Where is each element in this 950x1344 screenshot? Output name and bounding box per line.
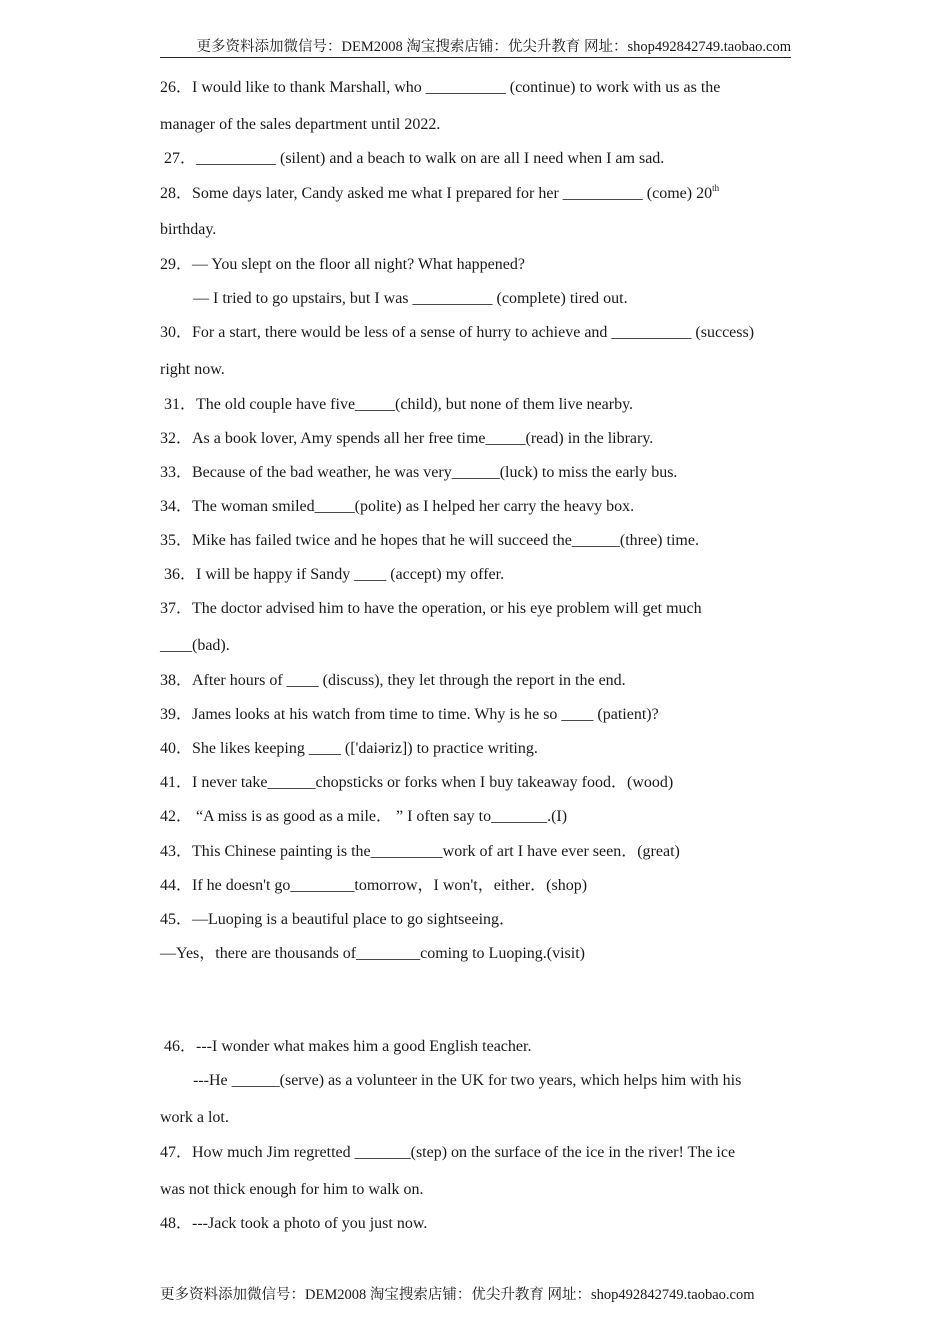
question-34: 34．The woman smiled_____(polite) as I helped her carry the heavy box. [160, 498, 635, 515]
question-45-line-1: 45．—Luoping is a beautiful place to go sightseeing． [160, 911, 516, 928]
question-47-line-1: 47．How much Jim regretted _______(step) on the surface of the ice in the river! The ice [160, 1144, 736, 1161]
question-44: 44．If he doesn't go________tomorrow，I won't，either．(shop) [160, 877, 588, 894]
question-26-line-2: manager of the sales department until 2022. [160, 116, 441, 133]
page-footer: 更多资料添加微信号：DEM2008 淘宝搜索店铺：优尖升教育 网址：shop492842749.taobao.com [160, 1287, 755, 1303]
question-46-line-1: 46．---I wonder what makes him a good English teacher. [160, 1038, 532, 1055]
question-27: 27．__________ (silent) and a beach to walk on are all I need when I am sad. [160, 150, 665, 167]
question-37-line-1: 37．The doctor advised him to have the operation, or his eye problem will get much [160, 600, 702, 617]
question-28-text: 28．Some days later, Candy asked me what I prepared for her __________ (come) 20 [160, 185, 713, 202]
question-38: 38．After hours of ____ (discuss), they let through the report in the end. [160, 672, 626, 689]
question-41: 41．I never take______chopsticks or forks when I buy takeaway food．(wood) [160, 774, 674, 791]
question-30-line-2: right now. [160, 361, 225, 378]
question-31: 31．The old couple have five_____(child), but none of them live nearby. [160, 396, 634, 413]
question-36: 36．I will be happy if Sandy ____ (accept) my offer. [160, 566, 505, 583]
question-40: 40．She likes keeping ____ (['daiəriz]) to practice writing. [160, 740, 538, 757]
question-47-line-2: was not thick enough for him to walk on. [160, 1181, 424, 1198]
question-26-line-1: 26．I would like to thank Marshall, who __________ (continue) to work with us as the [160, 79, 721, 96]
page-header: 更多资料添加微信号：DEM2008 淘宝搜索店铺：优尖升教育 网址：shop492842749.taobao.com [160, 38, 791, 58]
question-29-line-2: — I tried to go upstairs, but I was __________ (complete) tired out. [193, 290, 628, 307]
ordinal-suffix: th [712, 183, 720, 193]
question-46-line-2: ---He ______(serve) as a volunteer in the UK for two years, which helps him with his [193, 1072, 742, 1089]
question-28-line-1 [160, 184, 719, 204]
question-46-line-3: work a lot. [160, 1109, 229, 1126]
question-43: 43．This Chinese painting is the_________work of art I have ever seen．(great) [160, 843, 680, 860]
question-45-line-2: —Yes，there are thousands of________coming to Luoping.(visit) [160, 945, 585, 962]
question-30-line-1: 30．For a start, there would be less of a sense of hurry to achieve and __________ (success) [160, 324, 755, 341]
question-33: 33．Because of the bad weather, he was very______(luck) to miss the early bus. [160, 464, 678, 481]
question-29-line-1: 29．— You slept on the floor all night? What happened? [160, 256, 525, 273]
question-37-line-2: ____(bad). [160, 637, 230, 654]
question-42: 42． “A miss is as good as a mile． ” I often say to_______.(I) [160, 808, 568, 825]
question-28-line-2: birthday. [160, 221, 217, 238]
question-39: 39．James looks at his watch from time to time. Why is he so ____ (patient)? [160, 706, 659, 723]
question-48: 48．---Jack took a photo of you just now. [160, 1215, 428, 1232]
question-32: 32．As a book lover, Amy spends all her free time_____(read) in the library. [160, 430, 654, 447]
question-35: 35．Mike has failed twice and he hopes that he will succeed the______(three) time. [160, 532, 699, 549]
